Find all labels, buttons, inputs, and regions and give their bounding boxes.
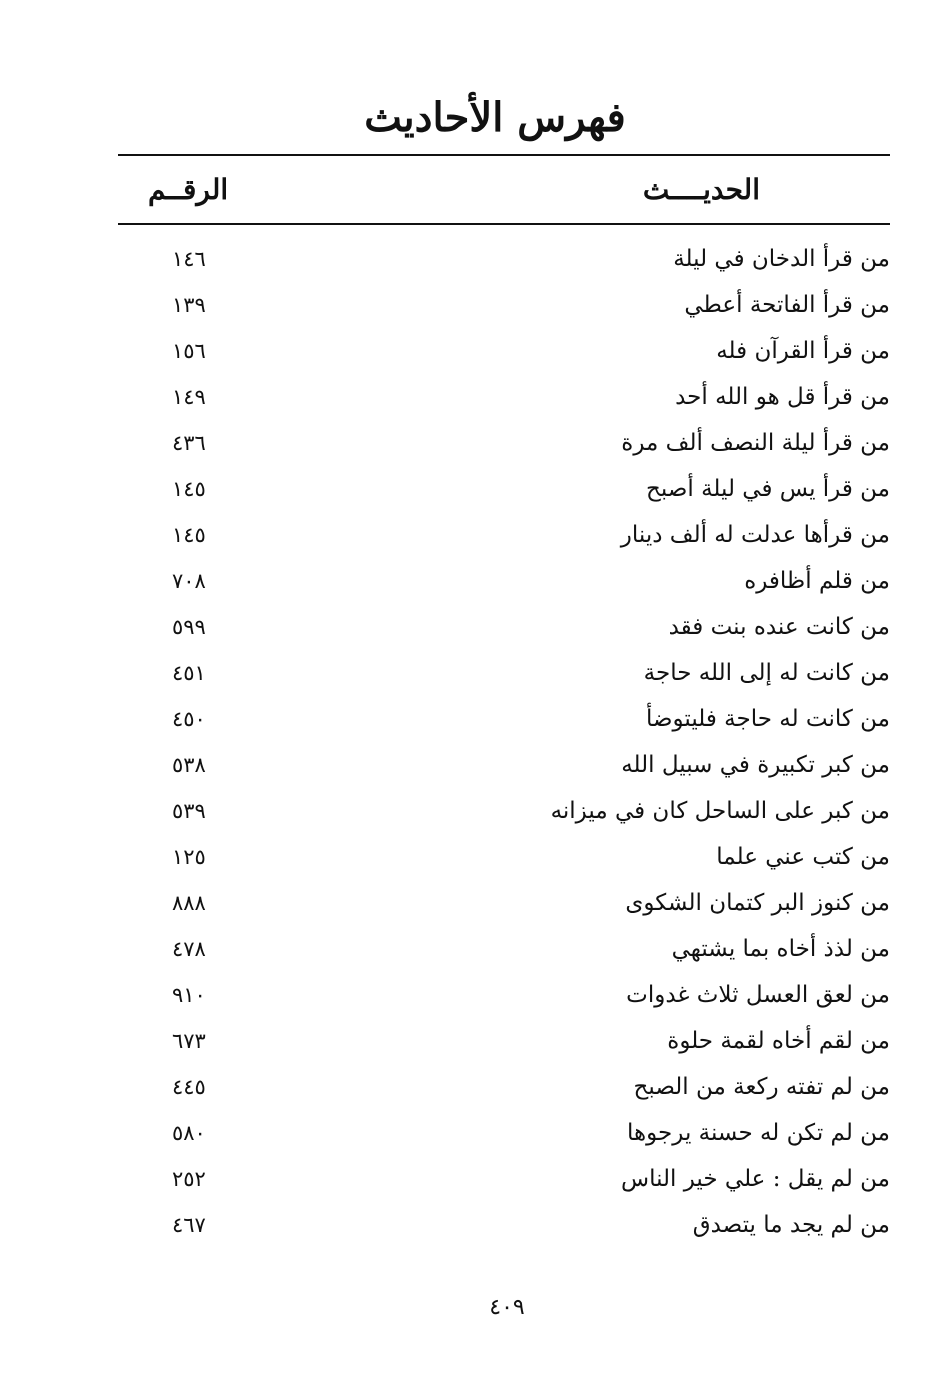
index-entry	[118, 926, 890, 972]
hadith-column-header: الحديــــث	[642, 173, 760, 206]
index-entry	[118, 742, 890, 788]
hadith-text: من لم تفته ركعة من الصبح	[633, 1074, 890, 1100]
hadith-text: من كنوز البر كتمان الشكوى	[625, 890, 890, 916]
hadith-number: ١٤٥	[172, 523, 206, 547]
index-entry	[118, 558, 890, 604]
hadith-number: ١٤٦	[172, 247, 206, 271]
index-entry	[118, 1202, 890, 1248]
hadith-number: ٦٧٣	[172, 1029, 206, 1053]
hadith-text: من كانت له إلى الله حاجة	[643, 660, 890, 686]
index-entry	[118, 834, 890, 880]
header-bottom-rule	[118, 223, 890, 225]
index-entry	[118, 1110, 890, 1156]
index-entry	[118, 236, 890, 282]
hadith-number: ٤٥١	[172, 661, 206, 685]
hadith-number: ٩١٠	[172, 983, 206, 1007]
hadith-number: ٤٤٥	[172, 1075, 206, 1099]
hadith-text: من كبر تكبيرة في سبيل الله	[621, 752, 890, 778]
hadith-number: ٥٣٩	[172, 799, 206, 823]
index-entry	[118, 1156, 890, 1202]
table-header	[118, 166, 890, 216]
hadith-text: من قرأ ليلة النصف ألف مرة	[621, 430, 890, 456]
hadith-index-list	[118, 236, 890, 1248]
index-entry	[118, 696, 890, 742]
page-number: ٤٠٩	[489, 1295, 525, 1320]
hadith-number: ٤٥٠	[172, 707, 206, 731]
index-entry	[118, 282, 890, 328]
hadith-text: من كانت له حاجة فليتوضأ	[645, 706, 890, 732]
hadith-number: ١٤٩	[172, 385, 206, 409]
index-entry	[118, 420, 890, 466]
hadith-text: من لعق العسل ثلاث غدوات	[626, 982, 890, 1008]
hadith-number: ٧٠٨	[172, 569, 206, 593]
hadith-text: من قرأ قل هو الله أحد	[675, 384, 890, 410]
hadith-number: ٤٣٦	[172, 431, 206, 455]
hadith-number: ١٢٥	[172, 845, 206, 869]
hadith-number: ٤٦٧	[172, 1213, 206, 1237]
index-entry	[118, 328, 890, 374]
page-title: فهرس الأحاديث	[364, 94, 626, 141]
hadith-number: ٥٨٠	[172, 1121, 206, 1145]
hadith-text: من لقم أخاه لقمة حلوة	[667, 1028, 890, 1054]
hadith-text: من قرأ الفاتحة أعطي	[684, 292, 890, 318]
index-entry	[118, 466, 890, 512]
number-column-header: الرقــم	[148, 173, 229, 206]
hadith-text: من كانت عنده بنت فقد	[668, 614, 890, 640]
index-entry	[118, 512, 890, 558]
hadith-number: ٥٣٨	[172, 753, 206, 777]
index-entry	[118, 650, 890, 696]
index-entry	[118, 1018, 890, 1064]
hadith-text: من لم يقل : علي خير الناس	[621, 1166, 890, 1192]
hadith-text: من لم تكن له حسنة يرجوها	[627, 1120, 890, 1146]
hadith-text: من قرأ الدخان في ليلة	[673, 246, 890, 272]
hadith-text: من قلم أظافره	[744, 568, 890, 594]
hadith-number: ٨٨٨	[172, 891, 206, 915]
hadith-text: من كبر على الساحل كان في ميزانه	[550, 798, 890, 824]
hadith-text: من لذذ أخاه بما يشتهي	[671, 936, 890, 962]
index-entry	[118, 788, 890, 834]
hadith-text: من كتب عني علما	[716, 844, 890, 870]
hadith-text: من قرأ القرآن فله	[716, 338, 890, 364]
index-entry	[118, 972, 890, 1018]
index-entry	[118, 604, 890, 650]
hadith-number: ١٥٦	[172, 339, 206, 363]
hadith-number: ٢٥٢	[172, 1167, 206, 1191]
hadith-text: من قرأها عدلت له ألف دينار	[620, 522, 890, 548]
hadith-text: من قرأ يس في ليلة أصبح	[646, 476, 890, 502]
index-entry	[118, 880, 890, 926]
hadith-text: من لم يجد ما يتصدق	[692, 1212, 890, 1238]
header-top-rule	[118, 154, 890, 156]
hadith-number: ٤٧٨	[172, 937, 206, 961]
hadith-number: ١٤٥	[172, 477, 206, 501]
hadith-number: ٥٩٩	[172, 615, 206, 639]
index-entry	[118, 1064, 890, 1110]
hadith-number: ١٣٩	[172, 293, 206, 317]
index-entry	[118, 374, 890, 420]
